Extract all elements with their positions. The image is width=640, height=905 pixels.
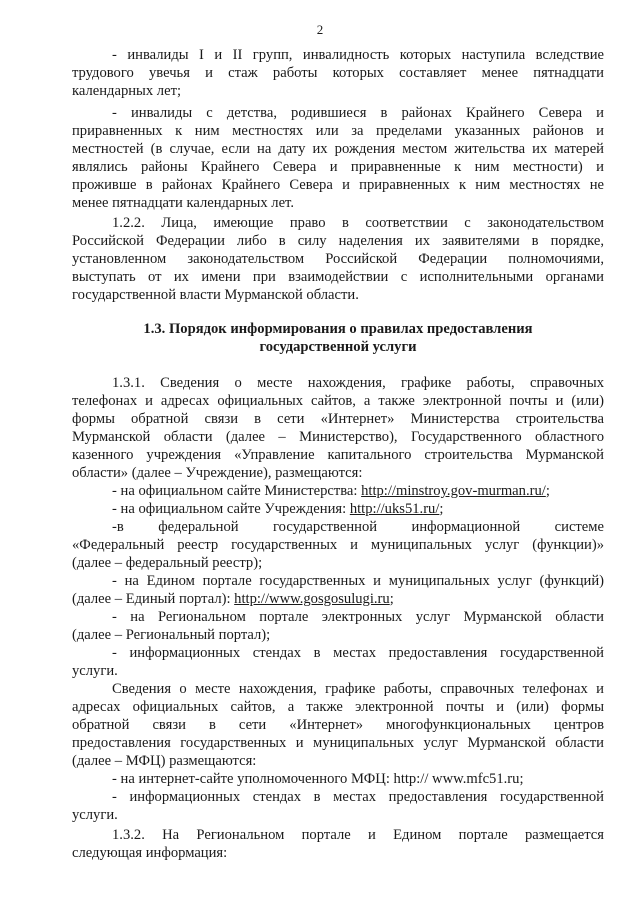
paragraph-line: предоставления государственных и муниципальных услуг Мурманской области	[72, 735, 604, 751]
paragraph-line: - информационных стендах в местах предоставления государственной	[112, 789, 604, 805]
paragraph-line: установленном законодательством Российской Федерации полномочиями,	[72, 251, 604, 267]
gosuslugi-portal-link[interactable]: http://www.gosgosulugi.ru	[234, 591, 390, 607]
paragraph-line: местностей (в случае, если на дату их рождения местом жительства их матерей	[72, 141, 604, 157]
paragraph-line: менее пятнадцати календарных лет.	[72, 195, 294, 211]
paragraph-line: календарных лет;	[72, 83, 181, 99]
paragraph-line: обратной связи в сети «Интернет» многофункциональных центров	[72, 717, 604, 733]
paragraph-line: (далее – МФЦ) размещаются:	[72, 753, 257, 769]
section-heading: государственной услуги	[259, 339, 417, 355]
paragraph-line: - на интернет-сайте уполномоченного МФЦ: http:// www.mfc51.ru;	[112, 771, 524, 787]
paragraph-line: Сведения о месте нахождения, графике работы, справочных телефонах и	[112, 681, 604, 697]
paragraph-line: -в федеральной государственной информационной системе	[112, 519, 604, 535]
paragraph-line: выступать от их имени при взаимодействии с исполнительными органами	[72, 269, 604, 285]
paragraph-line: (далее – Региональный портал);	[72, 627, 271, 643]
link-punctuation: ;	[389, 591, 394, 607]
paragraph-line: - инвалиды с детства, родившиеся в районах Крайнего Севера и	[112, 105, 604, 121]
institution-site-link[interactable]: http://uks51.ru/	[349, 501, 440, 517]
paragraph-line	[72, 590, 604, 608]
paragraph-line: - инвалиды I и II групп, инвалидность которых наступила вследствие	[112, 47, 604, 63]
link-punctuation: ;	[545, 483, 550, 499]
paragraph-line	[112, 500, 604, 518]
paragraph-line: являлись районы Крайнего Севера и приравненные к ним местности) и	[72, 159, 604, 175]
paragraph-line: 1.3.1. Сведения о месте нахождения, графике работы, справочных	[112, 375, 604, 391]
paragraph-line: государственной власти Мурманской области.	[72, 287, 359, 303]
paragraph-line: 1.2.2. Лица, имеющие право в соответствии с законодательством	[112, 215, 604, 231]
paragraph-line: - информационных стендах в местах предоставления государственной	[112, 645, 604, 661]
paragraph-line: приравненных к ним местностях или за пределами указанных районов и	[72, 123, 604, 139]
line-text: - на официальном сайте Министерства:	[112, 483, 362, 499]
paragraph-line: услуги.	[72, 807, 118, 823]
paragraph-line: адресах официальных сайтов, а также электронной почты и (или) формы	[72, 699, 604, 715]
paragraph-line	[112, 482, 604, 500]
ministry-site-link[interactable]: http://minstroy.gov-murman.ru/	[361, 483, 546, 499]
paragraph-line: 1.3.2. На Региональном портале и Едином портале размещается	[112, 827, 604, 843]
link-punctuation: ;	[439, 501, 444, 517]
paragraph-line: Мурманской области (далее – Министерство), Государственного областного	[72, 429, 604, 445]
line-text: - на официальном сайте Учреждения:	[112, 501, 350, 517]
paragraph-line: казенного учреждения «Управление капитального строительства Мурманской	[72, 447, 604, 463]
paragraph-line: - на Региональном портале электронных услуг Мурманской области	[112, 609, 604, 625]
paragraph-line: (далее – федеральный реестр);	[72, 555, 263, 571]
paragraph-line: следующая информация:	[72, 845, 228, 861]
paragraph-line: формы обратной связи в сети «Интернет» Министерства строительства	[72, 411, 604, 427]
paragraph-line: области» (далее – Учреждение), размещаются:	[72, 465, 363, 481]
paragraph-line: - на Едином портале государственных и муниципальных услуг (функций)	[112, 573, 604, 589]
paragraph-line: «Федеральный реестр государственных и муниципальных услуг (функции)»	[72, 537, 604, 553]
page-number: 2	[316, 22, 324, 37]
line-text: (далее – Единый портал):	[72, 591, 235, 607]
paragraph-line: телефонах и адресах официальных сайтов, а также электронной почты и (или)	[72, 393, 604, 409]
paragraph-line: трудового увечья и стаж работы которых составляет менее пятнадцати	[72, 65, 604, 81]
paragraph-line: услуги.	[72, 663, 118, 679]
paragraph-line: Российской Федерации либо в силу наделения их заявителями в порядке,	[72, 233, 604, 249]
section-heading: 1.3. Порядок информирования о правилах предоставления	[143, 321, 533, 337]
paragraph-line: проживше в районах Крайнего Севера и приравненных к ним местностях не	[72, 177, 604, 193]
